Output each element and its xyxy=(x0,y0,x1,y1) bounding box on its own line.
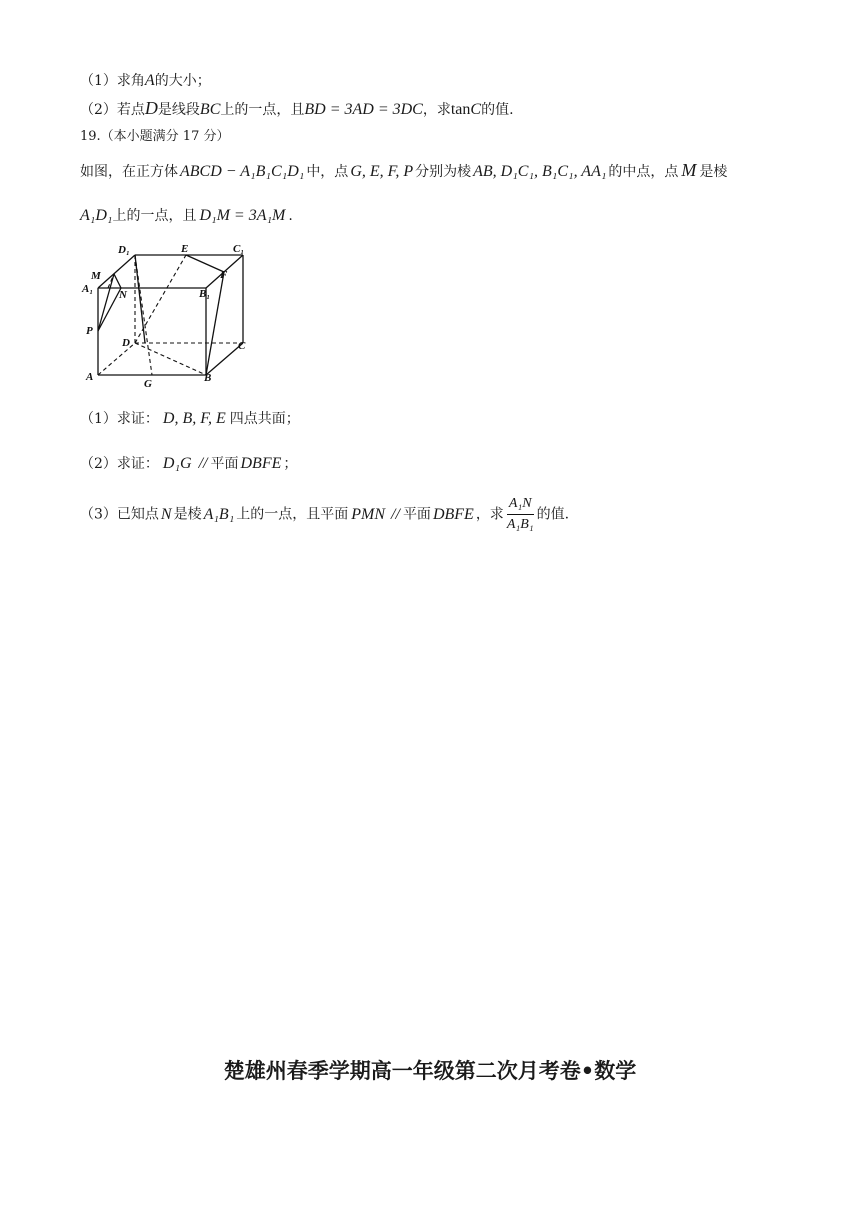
label-D: D xyxy=(122,337,130,349)
text: 上的一点，且 xyxy=(220,102,305,118)
text: 的值. xyxy=(481,102,514,118)
line-DE-hidden xyxy=(135,255,186,343)
math-edge: A₁B₁ xyxy=(203,505,235,523)
label-C: C xyxy=(238,340,246,352)
q19-heading: 19.（本小题满分 17 分） xyxy=(80,129,230,144)
fraction xyxy=(507,496,534,533)
text: . xyxy=(288,208,293,224)
text: 平面 xyxy=(210,456,239,472)
text: （2）求证： xyxy=(80,456,159,472)
fraction-bar xyxy=(507,514,534,515)
text: ，求 xyxy=(422,102,451,118)
text: 上的一点，且平面 xyxy=(236,506,349,523)
math-points: G, E, F, P xyxy=(350,163,414,180)
label-A: A xyxy=(86,371,94,383)
math-cube: ABCD − A₁B₁C₁D₁ xyxy=(180,163,305,180)
label-E: E xyxy=(181,243,189,255)
math-edges: AB, D₁C₁, B₁C₁, AA₁ xyxy=(473,163,607,180)
line-D1G-part xyxy=(135,255,145,343)
text: 如图，在正方体 xyxy=(80,164,178,180)
math-var: M xyxy=(681,160,697,180)
math-plane: PMN xyxy=(351,505,386,523)
line-NP xyxy=(98,288,121,331)
q19-intro-line1 xyxy=(80,160,727,181)
q18-part1 xyxy=(80,70,211,90)
text: 四点共面； xyxy=(229,411,300,427)
math-equation: D₁M = 3A₁M xyxy=(199,207,286,224)
label-F: F xyxy=(220,269,228,281)
line-EF xyxy=(186,255,224,272)
text: （3）已知点 xyxy=(80,506,159,523)
math-edge: A₁D₁ xyxy=(80,207,113,224)
label-B1: B₁ xyxy=(199,288,211,300)
text: 上的一点，且 xyxy=(112,208,197,224)
page-footer-title: 楚雄州春季学期高一年级第二次月考卷•数学 xyxy=(223,1059,637,1083)
cube-figure xyxy=(78,240,258,390)
math-equation: BD = 3AD = 3DC xyxy=(304,101,423,118)
label-B: B xyxy=(204,372,212,384)
edge-A1D1 xyxy=(98,255,135,288)
text: 是棱 xyxy=(173,506,202,523)
math-func: tan xyxy=(450,101,471,118)
text: 是线段 xyxy=(157,102,200,118)
text: ，求 xyxy=(475,506,504,523)
line-DB-hidden xyxy=(135,343,206,375)
line-MP xyxy=(98,274,114,331)
q19-intro-line2 xyxy=(80,205,293,225)
text: 的值. xyxy=(536,506,570,523)
math-var: C xyxy=(470,101,482,118)
q18-part2 xyxy=(80,98,514,119)
math-var: D xyxy=(144,98,158,118)
math-plane: DBFE xyxy=(432,505,474,523)
label-A1: A₁ xyxy=(82,283,94,295)
label-N: N xyxy=(119,289,127,301)
text: 分别为棱 xyxy=(415,164,472,180)
text: （2）若点 xyxy=(80,102,145,118)
fraction-denominator: A₁B₁ xyxy=(506,517,534,532)
math-parallel: // xyxy=(198,455,208,472)
math-line: D₁G xyxy=(162,455,192,472)
math-var: N xyxy=(160,505,172,523)
text: 的大小； xyxy=(154,73,211,89)
text: 是棱 xyxy=(699,164,728,180)
text: 的中点，点 xyxy=(608,164,679,180)
q19-part1 xyxy=(80,408,300,428)
math-parallel: // xyxy=(391,505,400,523)
fraction-numerator: A₁N xyxy=(508,496,532,511)
label-D1: D₁ xyxy=(118,244,130,256)
text: （1）求证： xyxy=(80,411,159,427)
math-var: BC xyxy=(199,101,221,118)
math-plane: DBFE xyxy=(240,455,282,472)
label-G: G xyxy=(144,378,152,390)
label-M: M xyxy=(91,270,101,282)
text: 平面 xyxy=(402,506,431,523)
line-MN xyxy=(114,274,121,288)
text: 中，点 xyxy=(306,164,349,180)
math-points: D, B, F, E xyxy=(162,410,226,427)
text: ； xyxy=(283,456,298,472)
q19-part2 xyxy=(80,453,297,473)
q19-part3 xyxy=(80,496,569,533)
label-C1: C₁ xyxy=(233,243,245,255)
math-var: A xyxy=(144,72,155,89)
label-P: P xyxy=(86,325,93,337)
text: （1）求角 xyxy=(80,73,145,89)
